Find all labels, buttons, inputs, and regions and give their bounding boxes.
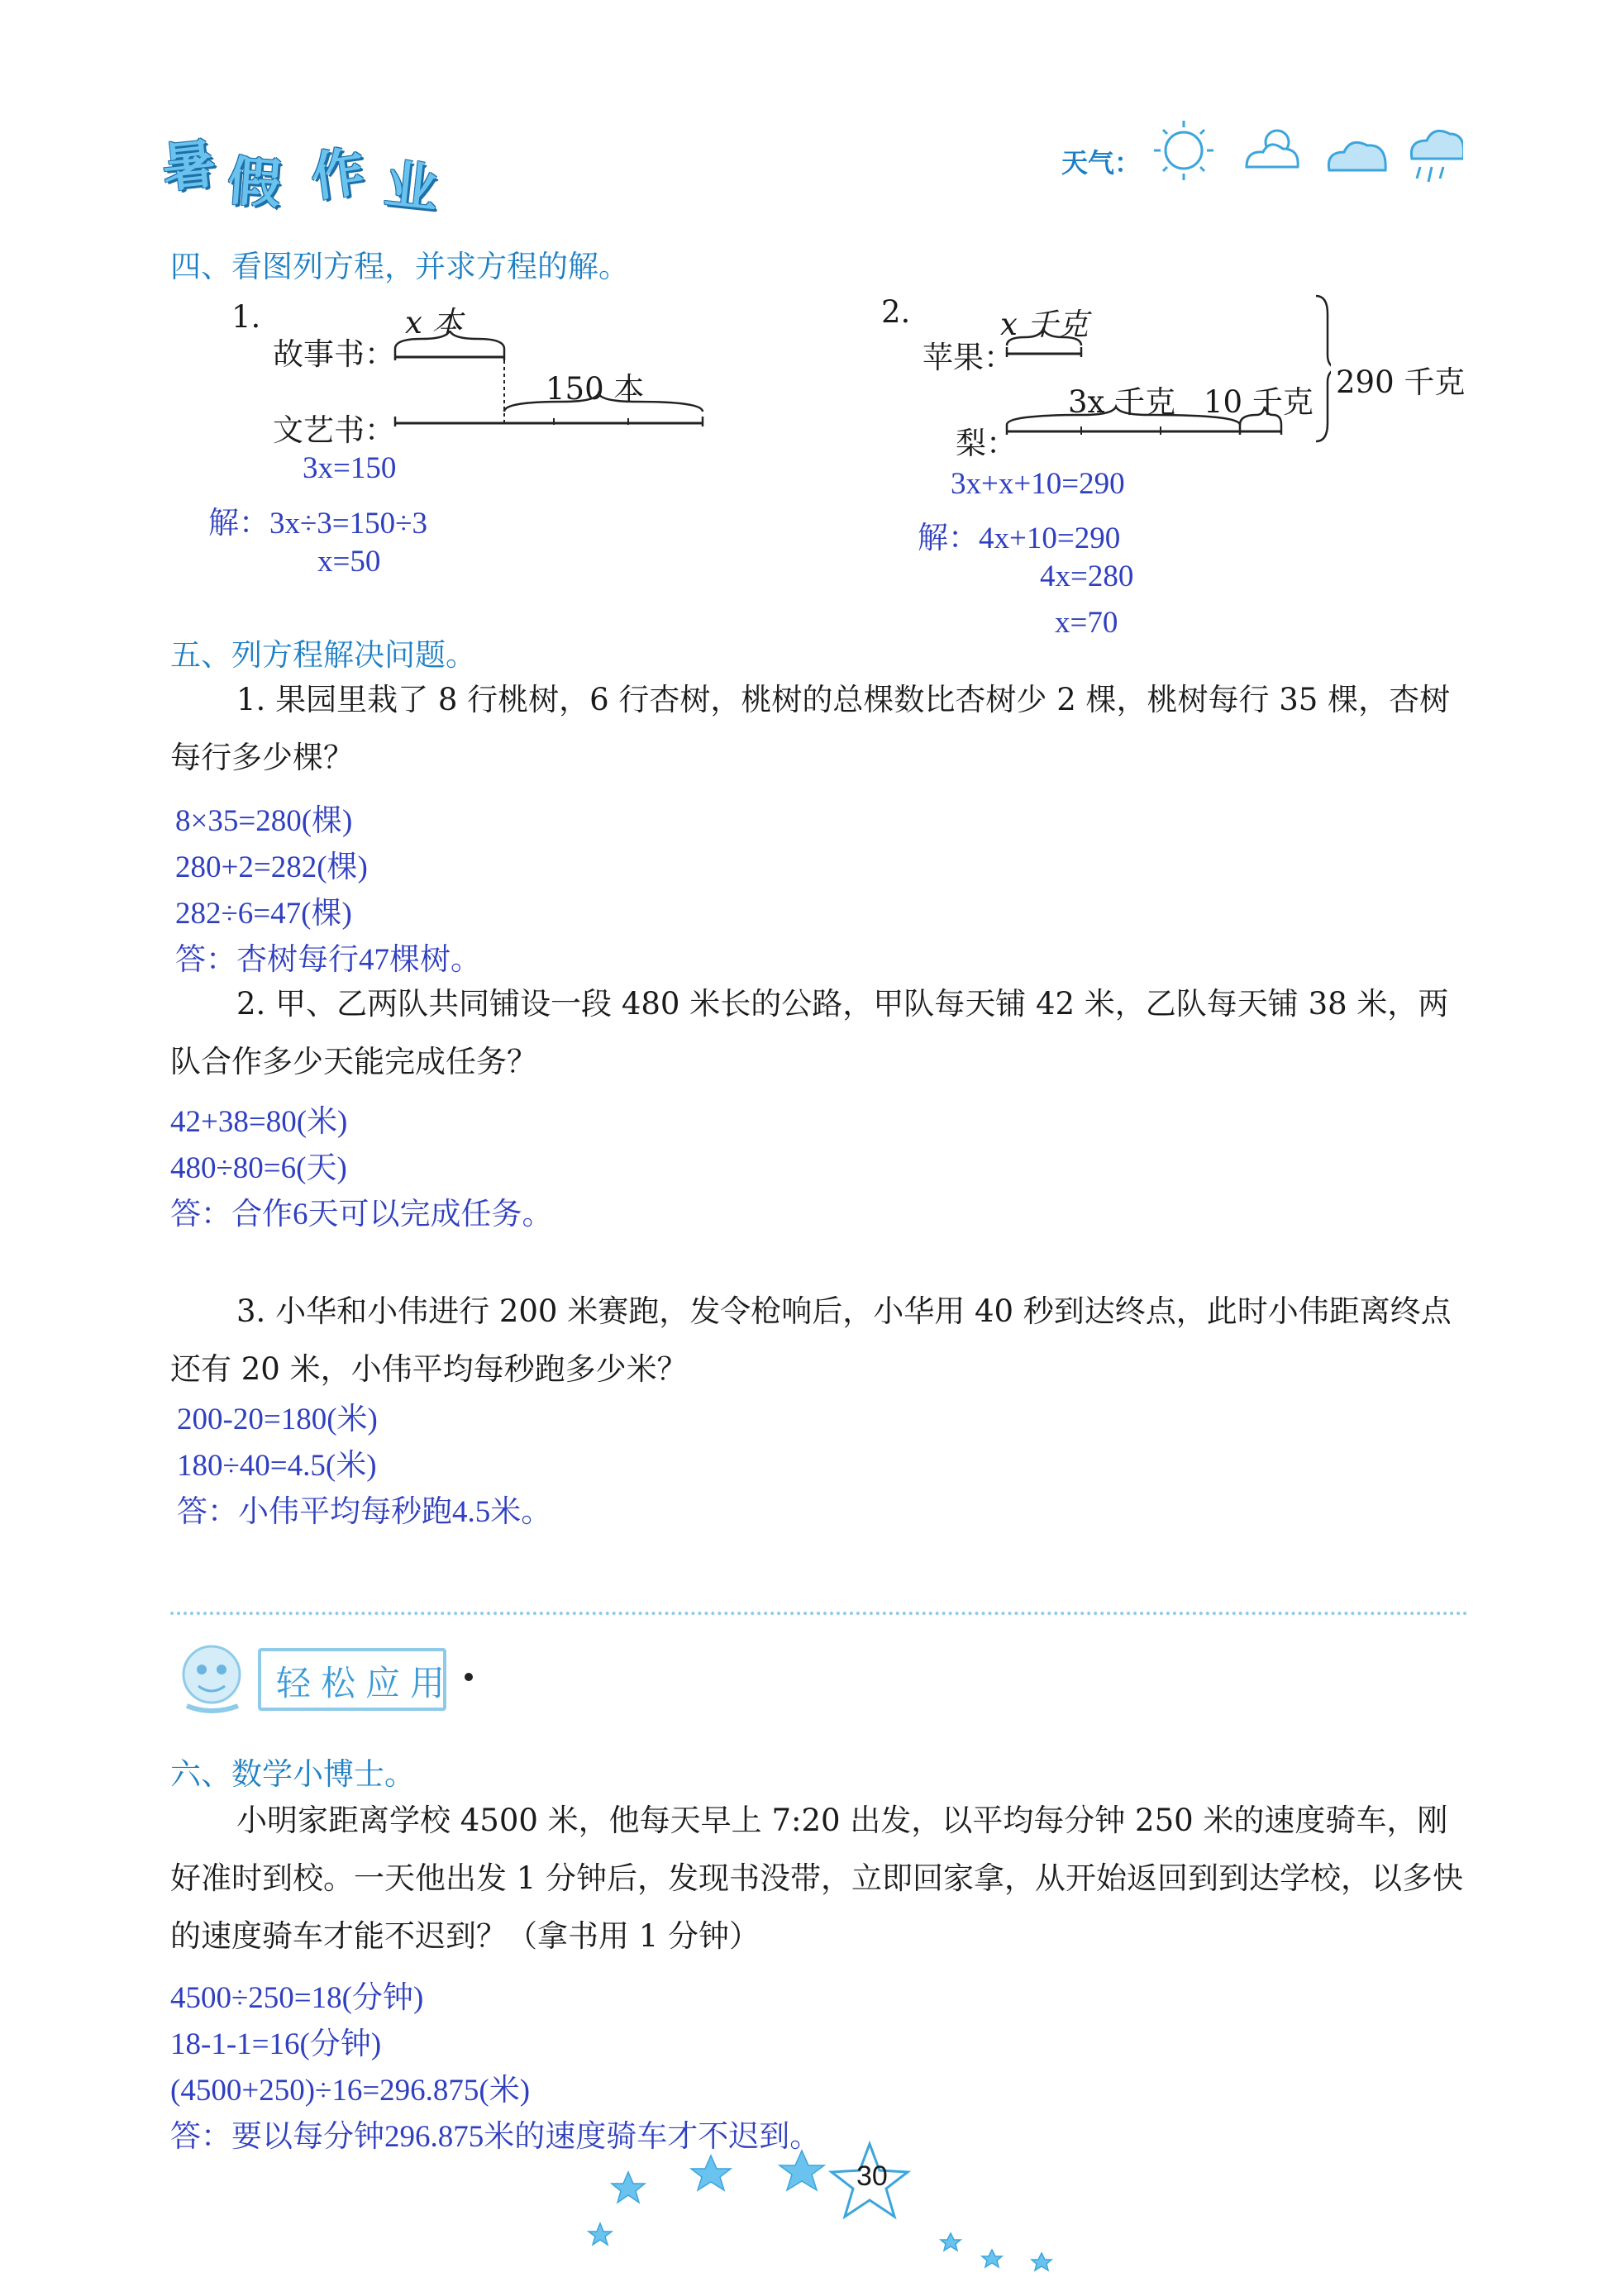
question3-text: 3. 小华和小伟进行 200 米赛跑，发令枪响后，小华用 40 秒到达终点，此时小伟距离终点还有 20 米，小伟平均每秒跑多少米？ <box>170 1293 1452 1387</box>
problem2-3x-label: 3x 千克 <box>1068 384 1176 420</box>
section5-title: 五、列方程解决问题。 <box>170 637 476 673</box>
star-icon <box>780 2151 824 2190</box>
question3-answer-2: 180÷40=4.5(米) <box>177 1449 377 1483</box>
question1-answer-2: 280+2=282(棵) <box>175 850 368 884</box>
problem1-extra-label: 150 本 <box>546 371 645 407</box>
section6-answer-2: 18-1-1=16(分钟) <box>170 2027 382 2061</box>
problem2-answer-4: x=70 <box>1055 606 1118 640</box>
mascot-icon <box>169 1636 260 1719</box>
section-divider <box>170 1612 1468 1615</box>
cloud-icon <box>1328 142 1385 170</box>
question2-answer-2: 480÷80=6(天) <box>170 1151 347 1185</box>
problem1-answer-2: 解：3x÷3=150÷3 <box>208 507 427 541</box>
question3-answer-1: 200-20=180(米) <box>177 1403 378 1436</box>
star-icon <box>589 2223 612 2245</box>
star-icon <box>691 2155 731 2190</box>
problem1-row2-label: 文艺书： <box>273 412 395 448</box>
question2-text: 2. 甲、乙两队共同铺设一段 480 米长的公路，甲队每天铺 42 米，乙队每天铺 38 米，两队合作多少天能完成任务？ <box>170 986 1449 1079</box>
star-icon <box>982 2250 1002 2267</box>
problem2-num: 2. <box>881 294 911 330</box>
problem2-total-label: 290 千克 <box>1336 364 1466 400</box>
problem2-10-label: 10 千克 <box>1204 384 1314 420</box>
footer-stars <box>579 2141 1108 2289</box>
section6-title: 六、数学小博士。 <box>170 1756 415 1792</box>
problem1-num: 1. <box>231 299 261 335</box>
problem2-x-label: x 千克 <box>1000 307 1089 342</box>
logo-char-4: 业 <box>381 154 441 222</box>
question2-answer-3: 答：合作6天可以完成任务。 <box>170 1198 553 1231</box>
star-icon <box>612 2172 645 2203</box>
problem1-answer-3: x=50 <box>317 545 381 579</box>
question2-answer-1: 42+38=80(米) <box>170 1105 348 1139</box>
weather-icons <box>1149 116 1463 198</box>
rain-icon <box>1411 131 1463 182</box>
star-icon <box>941 2233 961 2251</box>
section4-title: 四、看图列方程，并求方程的解。 <box>170 249 629 284</box>
problem2-row1-label: 苹果： <box>923 340 1014 375</box>
section6-text: 小明家距离学校 4500 米，他每天早上 7:20 出发，以平均每分钟 250 米的速度骑车，刚好准时到校。一天他出发 1 分钟后，发现书没带，立即回家拿，从开始返回到到达学校，以多快的速度骑车才能不迟到？（拿书用 1 分钟） <box>170 1803 1464 1954</box>
problem2-answer-1: 3x+x+10=290 <box>951 467 1125 501</box>
problem2-segments <box>1000 289 1331 446</box>
section6-answer-1: 4500÷250=18(分钟) <box>170 1981 424 2015</box>
logo-char-1: 暑 <box>159 133 219 201</box>
question1-answer-3: 282÷6=47(棵) <box>175 897 352 931</box>
section6-answer-4: 答：要以每分钟296.875米的速度骑车才不迟到。 <box>170 2120 821 2154</box>
problem2-row2-label: 梨： <box>956 426 1017 461</box>
problem2-answer-2: 解：4x+10=290 <box>918 522 1121 555</box>
problem1-row1-label: 故事书： <box>273 336 395 372</box>
problem1-answer-1: 3x=150 <box>303 451 397 485</box>
star-icon <box>1032 2253 1051 2270</box>
question1-answer-4: 答：杏树每行47棵树。 <box>175 943 481 977</box>
problem1-x-label: x 本 <box>405 305 463 341</box>
question3-answer-3: 答：小伟平均每秒跑4.5米。 <box>177 1495 552 1529</box>
question1-answer-1: 8×35=280(棵) <box>175 804 353 838</box>
weather-label: 天气： <box>1061 147 1142 179</box>
banner-label: 轻松应用 <box>276 1663 455 1703</box>
problem1-segments <box>389 331 719 438</box>
page-number: 30 <box>856 2160 888 2192</box>
problem2-answer-3: 4x=280 <box>1040 560 1134 593</box>
section6-answer-3: (4500+250)÷16=296.875(米) <box>170 2074 531 2108</box>
partly-cloudy-icon <box>1247 131 1298 167</box>
logo-char-3: 作 <box>307 141 369 210</box>
question1-text: 1. 果园里栽了 8 行桃树，6 行杏树，桃树的总棵数比杏树少 2 棵，桃树每行 35 棵，杏树每行多少棵？ <box>170 682 1451 775</box>
banner-dot <box>465 1673 473 1681</box>
sun-icon <box>1154 121 1213 180</box>
logo-char-2: 假 <box>226 150 284 217</box>
